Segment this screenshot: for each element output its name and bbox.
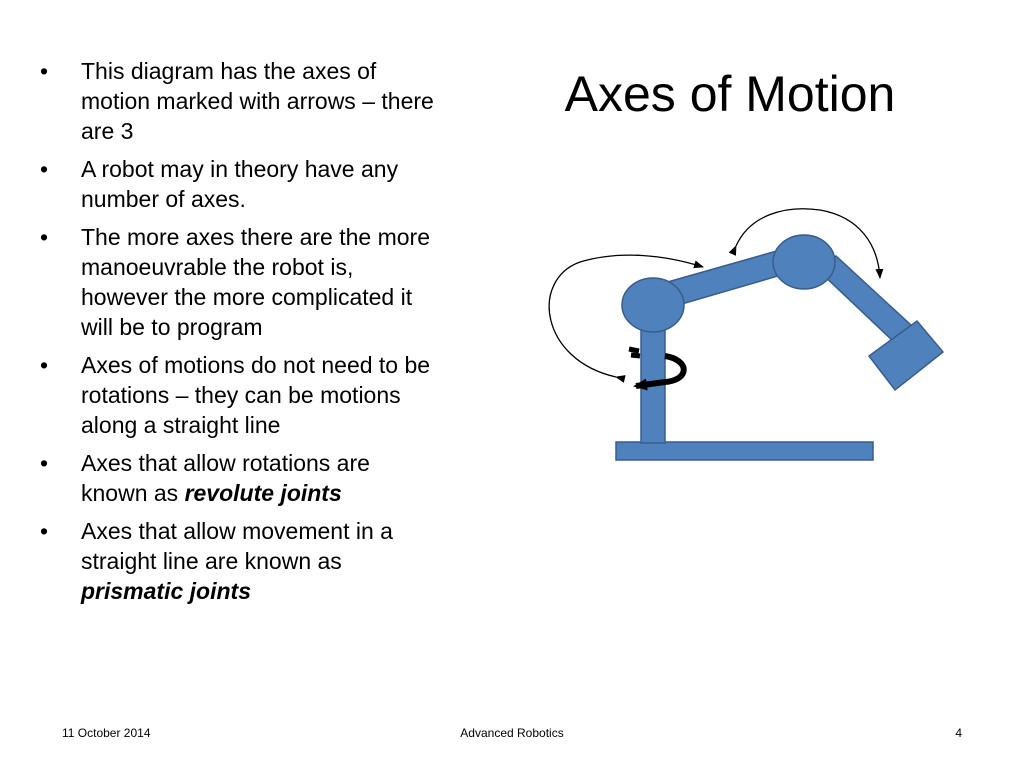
bullet-item [40, 516, 435, 606]
robot-vertical-post [641, 320, 665, 443]
slide-title: Axes of Motion [564, 66, 896, 122]
bullet-dot: • [40, 518, 49, 544]
robot-upper-arm [650, 245, 805, 311]
robot-lower-joint [622, 278, 684, 332]
bullet-text: This diagram has the axes of motion marked with arrows – there are 3 [81, 58, 434, 144]
bullet-list [40, 56, 435, 614]
bullet-emphasis: prismatic joints [81, 578, 251, 604]
robot-gripper [869, 321, 943, 390]
robot-forearm [818, 256, 912, 342]
bullet-item [40, 56, 435, 146]
bullet-item [40, 222, 435, 342]
robot-base [616, 442, 873, 460]
bullet-dot: • [40, 156, 49, 182]
bullet-text: A robot may in theory have any number of axes. [81, 156, 399, 212]
bullet-text [81, 518, 393, 604]
bullet-item [40, 448, 435, 508]
bullet-text: The more axes there are the more manoeuvrable the robot is, however the more complicated it will be to program [81, 224, 430, 340]
bullet-item [40, 154, 435, 214]
slide-number: 4 [955, 726, 962, 740]
shoulder-arc-arrow-icon [549, 255, 703, 377]
footer-date: 11 October 2014 [62, 726, 151, 740]
bullet-dot: • [40, 450, 49, 476]
elbow-arc-arrow-icon [736, 209, 880, 278]
bullet-text: Axes of motions do not need to be rotations – they can be motions along a straight line [81, 352, 431, 438]
bullet-text-before: Axes that allow movement in a straight line are known as [81, 518, 393, 574]
bullet-emphasis: revolute joints [184, 480, 342, 506]
bullet-item [40, 350, 435, 440]
rotation-arrow-icon [629, 349, 684, 386]
bullet-dot: • [40, 352, 49, 378]
footer-title: Advanced Robotics [460, 726, 564, 740]
bullet-dot: • [40, 58, 49, 84]
robot-elbow-joint [773, 235, 835, 289]
bullet-dot: • [40, 224, 49, 250]
bullet-text-before: Axes that allow rotations are known as [81, 450, 370, 506]
bullet-text [81, 450, 370, 506]
